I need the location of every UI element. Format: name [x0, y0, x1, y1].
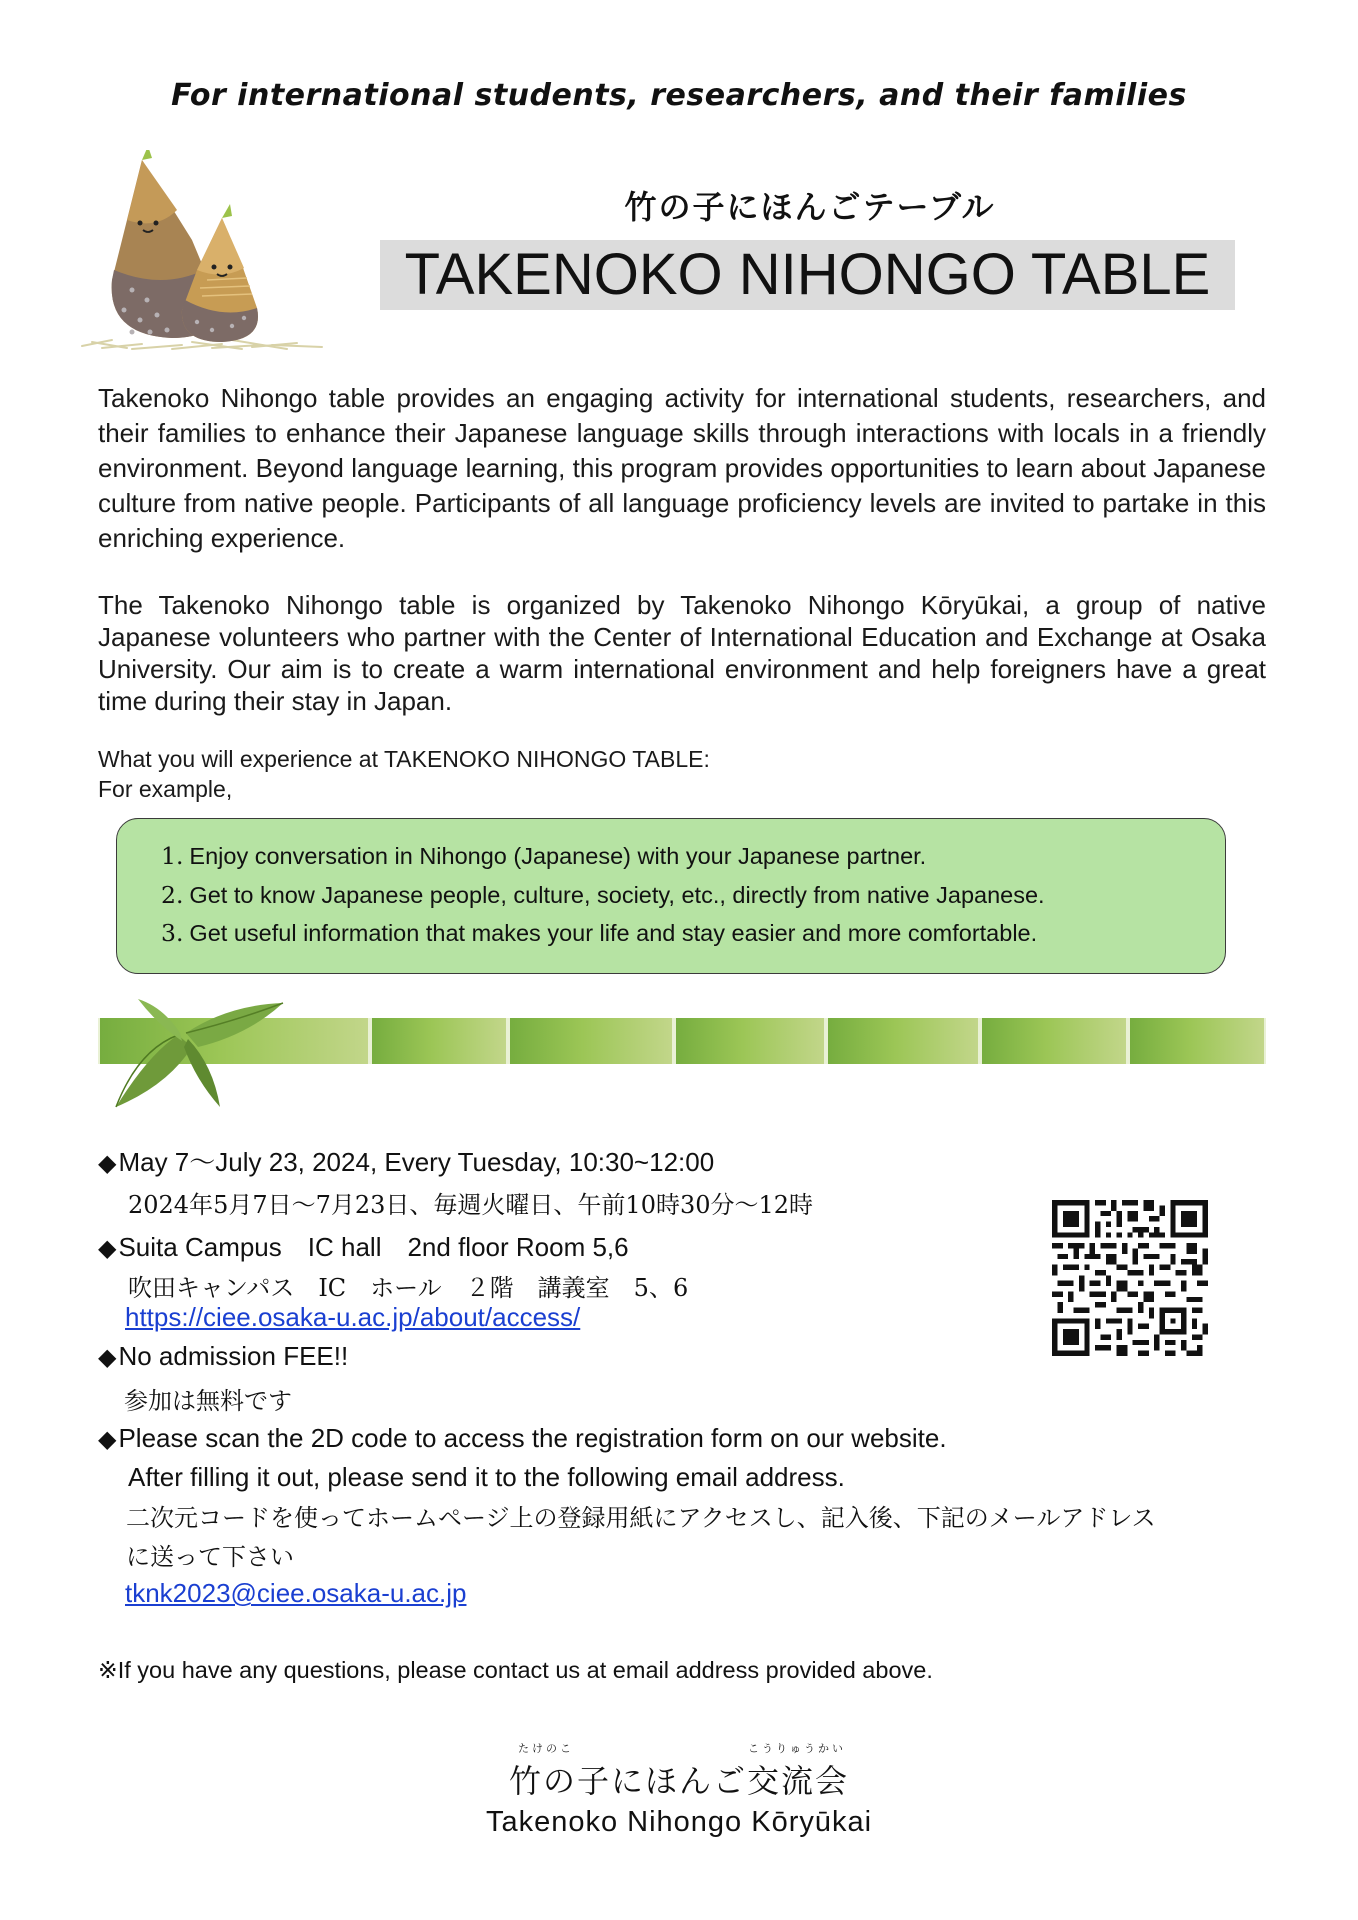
bamboo-shoot-icon: [72, 150, 332, 355]
list-text: Get to know Japanese people, culture, society, etc., directly from native Japanese.: [189, 881, 1045, 908]
bamboo-segment: [508, 1018, 674, 1064]
furigana-text: たけのこ: [518, 1742, 574, 1755]
organization-english: Takenoko Nihongo Kōryūkai: [485, 1806, 873, 1838]
list-text: Get useful information that makes your life and stay easier and more comfortable.: [189, 920, 1038, 946]
experience-list: [161, 837, 1225, 953]
email-link[interactable]: tknk2023@ciee.osaka-u.ac.jp: [125, 1578, 467, 1608]
bamboo-leaf-icon: [108, 995, 288, 1110]
experience-sub: For example,: [98, 776, 233, 802]
diamond-bullet-icon: ◆: [98, 1343, 117, 1371]
experience-list-box: [116, 818, 1226, 974]
date-japanese: 2024年5月7日～7月23日、毎週火曜日、午前10時30分～12時: [128, 1191, 814, 1219]
bamboo-segment: [1128, 1018, 1266, 1064]
qr-code-icon[interactable]: [1052, 1200, 1208, 1356]
tagline: For international students, researchers, and their families: [171, 78, 1187, 113]
intro-paragraph-2: The Takenoko Nihongo table is organized by Takenoko Nihongo Kōryūkai, a group of native Japanese volunteers who partner with the Center of International Education and Exchange at Osaka University. Our aim is to create a warm international environment and help foreigners have a great time during their stay in Japan.: [98, 590, 1266, 716]
register-japanese-1: 二次元コードを使ってホームページ上の登録用紙にアクセスし、記入後、下記のメールアドレス: [126, 1504, 1156, 1532]
bamboo-segment: [826, 1018, 980, 1064]
date-english: [98, 1142, 714, 1179]
furigana-takenoko: [518, 1737, 574, 1756]
list-number: 1.: [161, 842, 184, 870]
list-item: [161, 914, 1225, 953]
fee-japanese: 参加は無料です: [124, 1387, 292, 1415]
organization-japanese: 竹の子にほんご交流会: [508, 1762, 849, 1800]
diamond-bullet-icon: ◆: [98, 1149, 117, 1177]
access-link[interactable]: https://ciee.osaka-u.ac.jp/about/access/: [125, 1302, 581, 1332]
register-english-2: After filling it out, please send it to the following email address.: [128, 1462, 845, 1492]
register-english-1-text: Please scan the 2D code to access the registration form on our website.: [118, 1423, 947, 1453]
bamboo-segment: [370, 1018, 508, 1064]
list-item: [161, 876, 1225, 915]
experience-heading: What you will experience at TAKENOKO NIHONGO TABLE:: [98, 746, 710, 772]
bamboo-segment: [980, 1018, 1128, 1064]
list-item: [161, 837, 1225, 876]
furigana-koryukai: [748, 1737, 846, 1756]
intro-paragraph-1: Takenoko Nihongo table provides an engaging activity for international students, researchers, and their families to enhance their Japanese language skills through interactions with locals in a friendly environment. Beyond language learning, this program provides opportunities to learn about Japanese culture from native people. Participants of all language proficiency levels are invited to partake in this enriching experience.: [98, 383, 1266, 553]
place-english-text: Suita Campus IC hall 2nd floor Room 5,6: [118, 1232, 629, 1262]
place-japanese: 吹田キャンパス IC ホール ２階 講義室 5、6: [128, 1274, 689, 1302]
date-english-text: May 7～July 23, 2024, Every Tuesday, 10:30~12:00: [118, 1147, 715, 1177]
title-japanese: 竹の子にほんごテーブル: [624, 188, 996, 226]
bamboo-segment: [674, 1018, 826, 1064]
fee-english-text: No admission FEE!!: [118, 1341, 349, 1371]
list-number: 2.: [161, 880, 184, 909]
list-number: 3.: [161, 919, 184, 947]
place-english: [98, 1227, 629, 1264]
register-japanese-2: に送って下さい: [126, 1543, 294, 1571]
register-english-1: [98, 1423, 947, 1454]
contact-note: ※If you have any questions, please contact us at email address provided above.: [98, 1657, 933, 1683]
title-english: TAKENOKO NIHONGO TABLE: [380, 240, 1235, 310]
list-text: Enjoy conversation in Nihongo (Japanese) with your Japanese partner.: [189, 843, 927, 869]
furigana-text: こうりゅうかい: [748, 1742, 846, 1755]
fee-english: [98, 1341, 348, 1372]
diamond-bullet-icon: ◆: [98, 1425, 117, 1453]
diamond-bullet-icon: ◆: [98, 1234, 117, 1262]
